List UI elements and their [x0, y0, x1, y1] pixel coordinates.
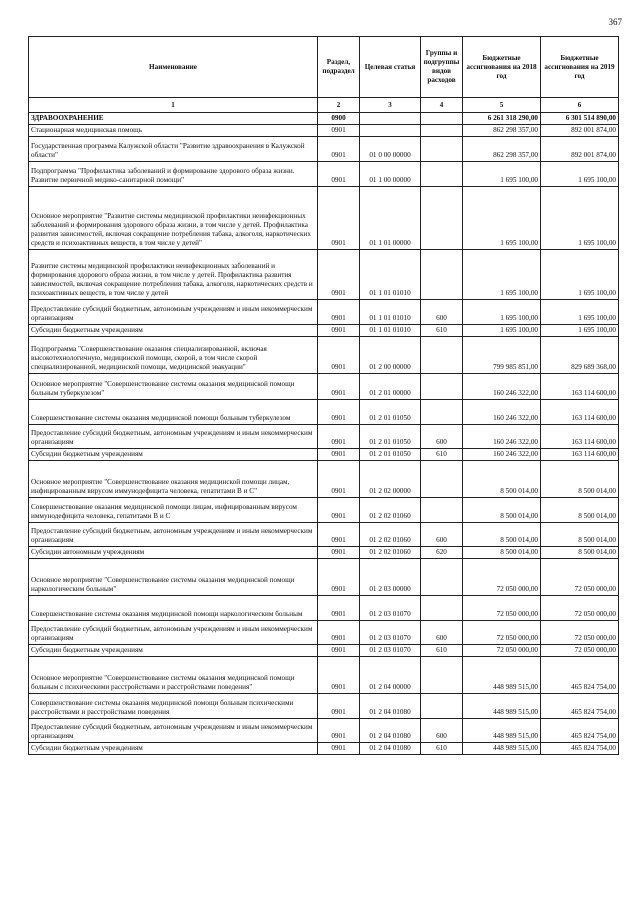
row-amount-2019: 1 695 100,00: [541, 325, 619, 337]
row-amount-2018: 72 050 000,00: [463, 596, 541, 621]
row-section: 0901: [318, 250, 360, 300]
header-2019: Бюджетные ассигнования на 2019 год: [541, 37, 619, 98]
row-amount-2018: 160 246 322,00: [463, 374, 541, 400]
row-name: Стационарная медицинская помощь: [29, 125, 318, 137]
row-group: [421, 657, 463, 694]
row-amount-2019: 72 050 000,00: [541, 645, 619, 657]
row-amount-2018: 160 246 322,00: [463, 425, 541, 449]
row-amount-2019: 1 695 100,00: [541, 300, 619, 325]
row-amount-2019: 6 301 514 890,00: [541, 113, 619, 125]
row-section: 0901: [318, 743, 360, 755]
row-amount-2018: 8 500 014,00: [463, 547, 541, 559]
page-number: 367: [608, 17, 622, 27]
row-article: 01 2 04 01080: [360, 743, 421, 755]
table-row: [29, 125, 619, 137]
table-row: [29, 498, 619, 523]
row-section: 0901: [318, 523, 360, 547]
row-name: Субсидии бюджетным учреждениям: [29, 325, 318, 337]
table-row: [29, 645, 619, 657]
row-section: 0901: [318, 461, 360, 498]
row-name: Предоставление субсидий бюджетным, автономным учреждениям и иным некоммерческим организациям: [29, 523, 318, 547]
table-row: [29, 137, 619, 162]
row-section: 0901: [318, 498, 360, 523]
row-group: 600: [421, 523, 463, 547]
row-amount-2019: 892 001 874,00: [541, 137, 619, 162]
row-name: Развитие системы медицинской профилактики неинфекционных заболеваний и формирования здорового образа жизни, в том числе у детей. Профилактика развития зависимостей, включая сокращение потребления табака, алкоголя, наркотических средств и психоактивных веществ, в том числе у детей: [29, 250, 318, 300]
row-amount-2019: 8 500 014,00: [541, 523, 619, 547]
row-name: Субсидии бюджетным учреждениям: [29, 449, 318, 461]
row-article: 01 2 00 00000: [360, 337, 421, 374]
row-group: [421, 162, 463, 187]
row-amount-2018: 1 695 100,00: [463, 300, 541, 325]
row-name: Субсидии автономным учреждениям: [29, 547, 318, 559]
table-row: [29, 300, 619, 325]
row-article: 01 2 01 01050: [360, 425, 421, 449]
row-amount-2019: 892 001 874,00: [541, 125, 619, 137]
row-name: Совершенствование оказания медицинской помощи лицам, инфицированным вирусом иммунодефицита человека, гепатитами В и С: [29, 498, 318, 523]
row-amount-2019: 72 050 000,00: [541, 621, 619, 645]
row-name: Совершенствование системы оказания медицинской помощи наркологическим больным: [29, 596, 318, 621]
row-section: 0901: [318, 559, 360, 596]
row-amount-2019: 72 050 000,00: [541, 596, 619, 621]
budget-table: [28, 36, 619, 755]
row-amount-2018: 8 500 014,00: [463, 498, 541, 523]
row-name: Основное мероприятие "Совершенствование системы оказания медицинской помощи наркологическим больным": [29, 559, 318, 596]
row-name: Основное мероприятие "Совершенствование оказания медицинской помощи лицам, инфицированным вирусом иммунодефицита человека, гепатитами В и С": [29, 461, 318, 498]
row-amount-2018: 1 695 100,00: [463, 187, 541, 250]
row-article: 01 0 00 00000: [360, 137, 421, 162]
row-article: 01 2 04 00000: [360, 657, 421, 694]
row-amount-2018: 862 298 357,00: [463, 125, 541, 137]
row-section: 0901: [318, 125, 360, 137]
header-section: Раздел, подраздел: [318, 37, 360, 98]
row-amount-2018: 862 298 357,00: [463, 137, 541, 162]
row-amount-2018: 8 500 014,00: [463, 523, 541, 547]
row-section: 0901: [318, 719, 360, 743]
row-amount-2018: 160 246 322,00: [463, 400, 541, 425]
row-amount-2018: 160 246 322,00: [463, 449, 541, 461]
row-group: 610: [421, 325, 463, 337]
row-article: 01 2 04 01080: [360, 719, 421, 743]
table-row: [29, 337, 619, 374]
row-amount-2019: 1 695 100,00: [541, 187, 619, 250]
row-group: 610: [421, 449, 463, 461]
row-group: 600: [421, 719, 463, 743]
row-section: 0901: [318, 325, 360, 337]
row-section: 0901: [318, 374, 360, 400]
header-name: Наименование: [29, 37, 318, 98]
row-article: 01 2 03 01070: [360, 645, 421, 657]
col-number: 2: [318, 98, 360, 113]
table-row: [29, 250, 619, 300]
table-row: [29, 657, 619, 694]
row-name: Совершенствование системы оказания медицинской помощи больным психическими расстройствами и расстройствами поведения: [29, 694, 318, 719]
row-name: Предоставление субсидий бюджетным, автономным учреждениям и иным некоммерческим организациям: [29, 719, 318, 743]
row-section: 0901: [318, 449, 360, 461]
row-group: [421, 596, 463, 621]
row-article: [360, 113, 421, 125]
row-group: [421, 559, 463, 596]
table-row: [29, 461, 619, 498]
row-article: 01 2 03 00000: [360, 559, 421, 596]
row-section: 0901: [318, 596, 360, 621]
row-amount-2019: 163 114 600,00: [541, 449, 619, 461]
row-group: 600: [421, 425, 463, 449]
row-article: 01 1 01 00000: [360, 187, 421, 250]
table-row: [29, 694, 619, 719]
row-name: Подпрограмма "Профилактика заболеваний и формирование здорового образа жизни. Развитие первичной медико-санитарной помощи": [29, 162, 318, 187]
row-amount-2019: 8 500 014,00: [541, 498, 619, 523]
row-article: 01 2 03 01070: [360, 621, 421, 645]
row-name: Основное мероприятие "Совершенствование системы оказания медицинской помощи больным туберкулезом": [29, 374, 318, 400]
header-2018: Бюджетные ассигнования на 2018 год: [463, 37, 541, 98]
table-row: [29, 547, 619, 559]
row-amount-2019: 163 114 600,00: [541, 374, 619, 400]
row-amount-2019: 829 689 368,00: [541, 337, 619, 374]
table-row: [29, 621, 619, 645]
row-amount-2018: 72 050 000,00: [463, 621, 541, 645]
row-group: [421, 250, 463, 300]
table-row: [29, 400, 619, 425]
row-section: 0901: [318, 187, 360, 250]
header-group: Группы и подгруппы видов расходов: [421, 37, 463, 98]
row-article: 01 2 02 01060: [360, 523, 421, 547]
row-amount-2018: 1 695 100,00: [463, 162, 541, 187]
row-section: 0901: [318, 694, 360, 719]
row-amount-2018: 72 050 000,00: [463, 559, 541, 596]
row-article: 01 2 01 00000: [360, 374, 421, 400]
row-section: 0901: [318, 337, 360, 374]
row-group: 610: [421, 645, 463, 657]
row-amount-2019: 8 500 014,00: [541, 461, 619, 498]
row-amount-2019: 1 695 100,00: [541, 250, 619, 300]
row-section: 0901: [318, 645, 360, 657]
row-section: 0901: [318, 657, 360, 694]
row-section: 0901: [318, 162, 360, 187]
row-group: [421, 498, 463, 523]
row-group: [421, 374, 463, 400]
row-article: 01 2 03 01070: [360, 596, 421, 621]
col-number: 6: [541, 98, 619, 113]
row-article: 01 1 01 01010: [360, 325, 421, 337]
row-amount-2018: 448 989 515,00: [463, 694, 541, 719]
row-name: Субсидии бюджетным учреждениям: [29, 645, 318, 657]
table-row: [29, 187, 619, 250]
row-group: 600: [421, 300, 463, 325]
row-group: 600: [421, 621, 463, 645]
row-amount-2019: 8 500 014,00: [541, 547, 619, 559]
row-group: [421, 694, 463, 719]
row-name: Предоставление субсидий бюджетным, автономным учреждениям и иным некоммерческим организациям: [29, 621, 318, 645]
col-number: 1: [29, 98, 318, 113]
row-article: 01 1 01 01010: [360, 300, 421, 325]
row-group: [421, 125, 463, 137]
row-amount-2018: 448 989 515,00: [463, 719, 541, 743]
row-name: Государственная программа Калужской области "Развитие здравоохранения в Калужской области": [29, 137, 318, 162]
row-group: [421, 461, 463, 498]
row-article: 01 2 02 01060: [360, 498, 421, 523]
row-name: Подпрограмма "Совершенствование оказания специализированной, включая высокотехнологичную, медицинской помощи, скорой, в том числе скорой специализированной, медицинской помощи, медицинской эвакуации": [29, 337, 318, 374]
row-group: [421, 187, 463, 250]
table-row: [29, 719, 619, 743]
row-amount-2018: 1 695 100,00: [463, 250, 541, 300]
row-name: Предоставление субсидий бюджетным, автономным учреждениям и иным некоммерческим организациям: [29, 300, 318, 325]
col-number: 3: [360, 98, 421, 113]
row-group: [421, 113, 463, 125]
row-group: 610: [421, 743, 463, 755]
row-article: 01 2 01 01050: [360, 400, 421, 425]
row-article: 01 2 02 01060: [360, 547, 421, 559]
table-row: [29, 325, 619, 337]
table-row: [29, 425, 619, 449]
row-name: Совершенствование системы оказания медицинской помощи больным туберкулезом: [29, 400, 318, 425]
row-section: 0901: [318, 425, 360, 449]
table-row: [29, 374, 619, 400]
row-amount-2019: 163 114 600,00: [541, 400, 619, 425]
table-row: [29, 113, 619, 125]
row-amount-2019: 1 695 100,00: [541, 162, 619, 187]
row-name: Субсидии бюджетным учреждениям: [29, 743, 318, 755]
row-name: Предоставление субсидий бюджетным, автономным учреждениям и иным некоммерческим организациям: [29, 425, 318, 449]
table-row: [29, 743, 619, 755]
row-amount-2018: 448 989 515,00: [463, 743, 541, 755]
col-number: 5: [463, 98, 541, 113]
row-article: 01 2 04 01080: [360, 694, 421, 719]
row-group: [421, 137, 463, 162]
row-group: 620: [421, 547, 463, 559]
row-group: [421, 400, 463, 425]
header-article: Целевая статья: [360, 37, 421, 98]
table-row: [29, 559, 619, 596]
row-name: ЗДРАВООХРАНЕНИЕ: [29, 113, 318, 125]
row-article: 01 1 01 01010: [360, 250, 421, 300]
row-amount-2019: 465 824 754,00: [541, 719, 619, 743]
row-amount-2018: 1 695 100,00: [463, 325, 541, 337]
row-section: 0900: [318, 113, 360, 125]
row-amount-2018: 799 985 851,00: [463, 337, 541, 374]
row-amount-2019: 72 050 000,00: [541, 559, 619, 596]
table-row: [29, 449, 619, 461]
col-number: 4: [421, 98, 463, 113]
row-section: 0901: [318, 400, 360, 425]
row-section: 0901: [318, 137, 360, 162]
row-amount-2019: 465 824 754,00: [541, 694, 619, 719]
table-row: [29, 162, 619, 187]
row-article: 01 2 02 00000: [360, 461, 421, 498]
row-article: 01 2 01 01050: [360, 449, 421, 461]
row-amount-2019: 163 114 600,00: [541, 425, 619, 449]
row-section: 0901: [318, 547, 360, 559]
row-amount-2018: 72 050 000,00: [463, 645, 541, 657]
row-name: Основное мероприятие "Развитие системы медицинской профилактики неинфекционных заболеваний и формирования здорового образа жизни, в том числе у детей. Профилактика развития зависимостей, включая сокращение потребления табака, алкоголя, наркотических средств и психоактивных веществ, в том числе у детей": [29, 187, 318, 250]
row-section: 0901: [318, 621, 360, 645]
row-name: Основное мероприятие "Совершенствование системы оказания медицинской помощи больным с психическими расстройствами и расстройствами поведения": [29, 657, 318, 694]
row-article: 01 1 00 00000: [360, 162, 421, 187]
table-row: [29, 523, 619, 547]
row-amount-2018: 448 989 515,00: [463, 657, 541, 694]
row-group: [421, 337, 463, 374]
row-article: [360, 125, 421, 137]
row-section: 0901: [318, 300, 360, 325]
row-amount-2019: 465 824 754,00: [541, 743, 619, 755]
row-amount-2018: 8 500 014,00: [463, 461, 541, 498]
row-amount-2018: 6 261 318 290,00: [463, 113, 541, 125]
table-row: [29, 596, 619, 621]
row-amount-2019: 465 824 754,00: [541, 657, 619, 694]
